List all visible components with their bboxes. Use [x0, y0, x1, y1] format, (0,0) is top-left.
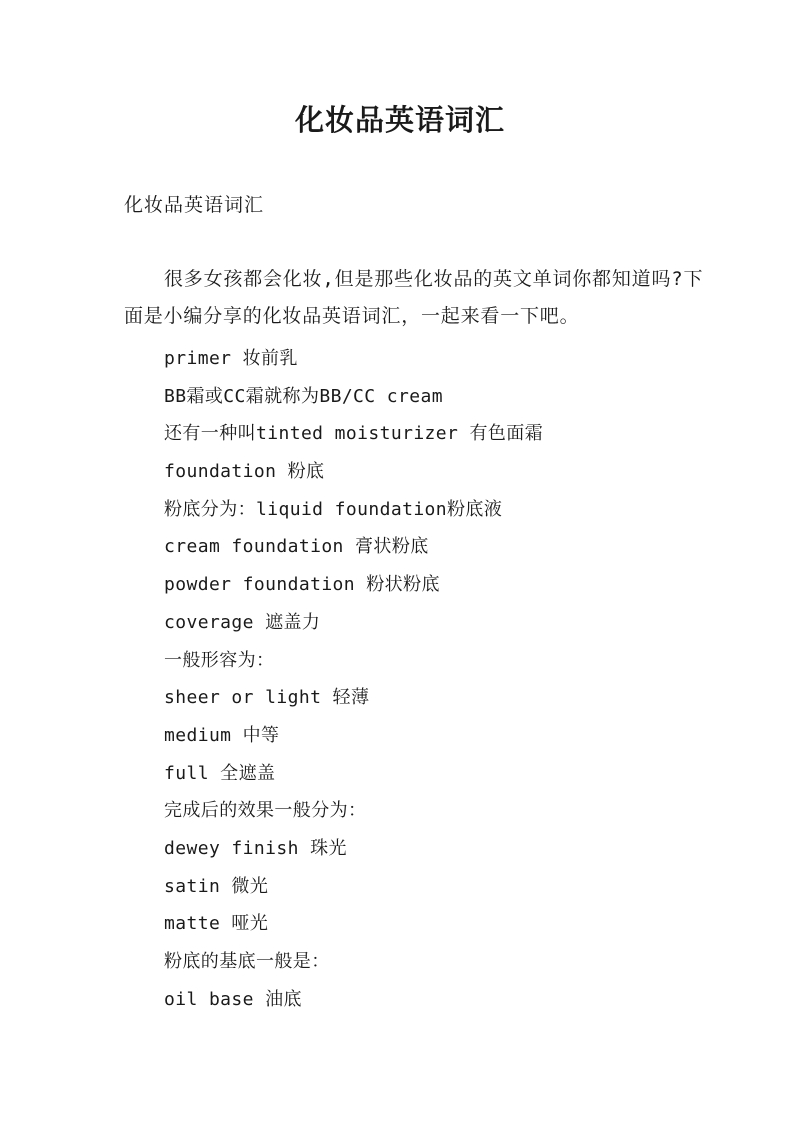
- document-title: 化妆品英语词汇: [294, 103, 505, 137]
- vocabulary-line: full 全遮盖: [164, 762, 276, 784]
- vocabulary-line: 粉底分为：liquid foundation粉底液: [164, 498, 503, 520]
- document-subtitle: 化妆品英语词汇: [124, 194, 265, 216]
- vocabulary-line: 粉底的基底一般是：: [164, 951, 330, 972]
- vocabulary-line: oil base 油底: [164, 988, 302, 1010]
- vocabulary-line: primer 妆前乳: [164, 348, 298, 369]
- intro-paragraph: 很多女孩都会化妆,但是那些化妆品的英文单词你都知道吗?下面是小编分享的化妆品英语词汇，一起来看一下吧。: [124, 268, 704, 327]
- vocabulary-list: [164, 340, 764, 1018]
- vocabulary-line: satin 微光: [164, 875, 269, 897]
- vocabulary-line: dewey finish 珠光: [164, 837, 347, 859]
- vocabulary-line: cream foundation 膏状粉底: [164, 536, 429, 558]
- vocabulary-line: matte 哑光: [164, 913, 269, 935]
- vocabulary-line: 完成后的效果一般分为：: [164, 800, 367, 822]
- vocabulary-line: coverage 遮盖力: [164, 611, 321, 633]
- vocabulary-line: foundation 粉底: [164, 461, 325, 483]
- vocabulary-line: BB霜或CC霜就称为BB/CC cream: [164, 385, 443, 407]
- vocabulary-line: sheer or light 轻薄: [164, 687, 370, 709]
- vocabulary-line: 一般形容为：: [164, 649, 275, 671]
- vocabulary-line: medium 中等: [164, 724, 280, 746]
- vocabulary-line: powder foundation 粉状粉底: [164, 574, 440, 596]
- vocabulary-line: 还有一种叫tinted moisturizer 有色面霜: [164, 423, 544, 445]
